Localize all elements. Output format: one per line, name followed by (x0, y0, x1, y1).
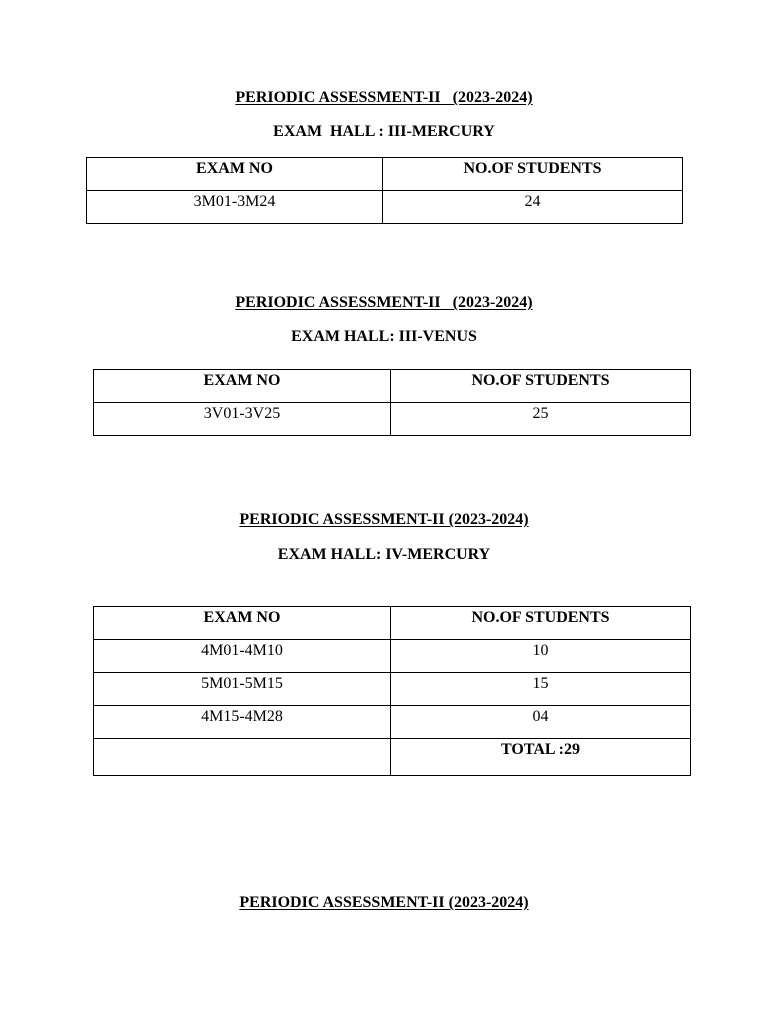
section-3-exam-hall: EXAM HALL: IV-MERCURY (277, 546, 491, 563)
section-1-title: PERIODIC ASSESSMENT-II (2023-2024) (235, 89, 533, 106)
section-2-exam-hall: EXAM HALL: III-VENUS (291, 328, 477, 345)
table-row (94, 673, 691, 706)
empty-cell (94, 739, 391, 776)
students-header: NO.OF STUDENTS (383, 158, 683, 191)
students-cell: 10 (391, 640, 691, 673)
table-header-row (94, 370, 691, 403)
table-row (94, 403, 691, 436)
section-1-exam-hall: EXAM HALL : III-MERCURY (273, 123, 495, 140)
students-cell: 24 (383, 191, 683, 224)
exam-no-cell: 4M15-4M28 (94, 706, 391, 739)
section-3-table (93, 606, 691, 776)
section-2-title: PERIODIC ASSESSMENT-II (2023-2024) (235, 294, 533, 311)
exam-no-header: EXAM NO (94, 370, 391, 403)
table-header-row (94, 607, 691, 640)
students-cell: 15 (391, 673, 691, 706)
section-4-title: PERIODIC ASSESSMENT-II (2023-2024) (239, 894, 529, 911)
exam-no-cell: 5M01-5M15 (94, 673, 391, 706)
section-1-table (86, 157, 683, 224)
table-row (94, 640, 691, 673)
exam-no-cell: 3M01-3M24 (87, 191, 383, 224)
table-header-row (87, 158, 683, 191)
students-header: NO.OF STUDENTS (391, 370, 691, 403)
students-header: NO.OF STUDENTS (391, 607, 691, 640)
exam-no-header: EXAM NO (87, 158, 383, 191)
table-row (94, 706, 691, 739)
exam-no-cell: 3V01-3V25 (94, 403, 391, 436)
table-row (87, 191, 683, 224)
exam-no-header: EXAM NO (94, 607, 391, 640)
total-cell: TOTAL :29 (391, 739, 691, 776)
exam-no-cell: 4M01-4M10 (94, 640, 391, 673)
total-row (94, 739, 691, 776)
students-cell: 04 (391, 706, 691, 739)
section-3-title: PERIODIC ASSESSMENT-II (2023-2024) (239, 511, 529, 528)
section-2-table (93, 369, 691, 436)
students-cell: 25 (391, 403, 691, 436)
